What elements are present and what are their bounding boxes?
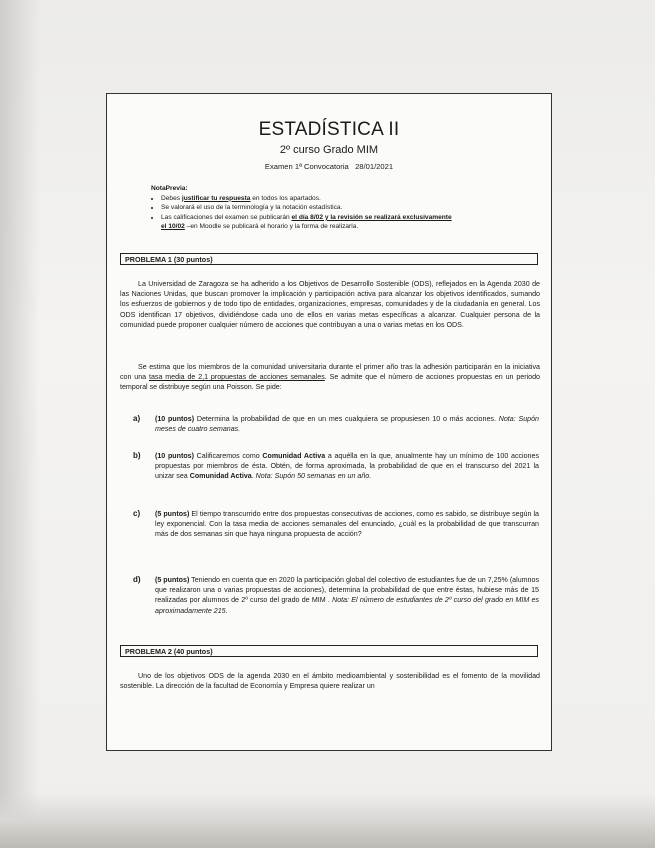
question-letter: a) [133, 414, 141, 423]
exam-document [106, 93, 552, 751]
question-letter: b) [133, 451, 141, 460]
note-text: –en Moodle se publicará el horario y la forma de realizarla. [184, 223, 359, 231]
note-text: Debes [161, 194, 182, 202]
question-text: a aquélla en la que, anualmente hay un mínimo de 100 acciones propuestas por miembros de ésta. Obtén, de forma aproximada, la probabilidad de que en el transcurso del 2021 la unizar sea [155, 452, 539, 481]
nota-previa-heading: NotaPrevia: [151, 185, 188, 192]
note-emphasis: el 10/02 [161, 223, 185, 231]
question-keyword: Comunidad Activa [262, 452, 326, 460]
question-d [133, 575, 539, 616]
statement-text: . Se admite que el número de acciones propuestas en un periodo temporal se distribuye según una Poisson. Se pide: [120, 373, 540, 392]
problem-1-intro: La Universidad de Zaragoza se ha adherido a los Objetivos de Desarrollo Sostenible (ODS), reflejados en la Agenda 2030 de las Naciones Unidas, que buscan promover la implicación y participación activa para alcanzar los objetivos identificados, sumando los esfuerzos de gobiernos y de todo tipo de entidades, organizaciones, empresas, comunidades y de la ciudadanía en general. Los ODS identifican 17 objetivos, dividiéndose cada uno de ellos en varias metas específicas a alcanzar. Cualquier persona de la comunidad puede proponer cualquier número de acciones que contribuyan a una o varias metas en los ODS. [120, 280, 540, 329]
problem-1-heading: PROBLEMA 1 (30 puntos) [120, 253, 538, 265]
exam-date-line: Examen 1ª Convocatoria 28/01/2021 [264, 162, 394, 171]
problem-1-statement [120, 362, 540, 393]
problem-2-intro: Uno de los objetivos ODS de la agenda 2030 en el ámbito medioambiental y sostenibilidad es el fomento de la movilidad sostenible. La dirección de la facultad de Economía y Empresa quiere realizar un [120, 672, 540, 691]
question-letter: d) [133, 575, 141, 584]
question-note: Nota: Supón meses de cuatro semanas. [155, 415, 539, 434]
question-text: Determina la probabilidad de que en un mes cualquiera se propusiesen 10 o más acciones. [194, 415, 499, 423]
list-item: • Se valorará el uso de la terminología y la notación estadística. [161, 203, 541, 213]
question-points: (10 puntos) [155, 415, 195, 423]
nota-previa-list [151, 194, 541, 232]
question-note: Nota: El número de estudiantes de 2º curso del grado en MIM es aproximadamente 215. [155, 596, 539, 615]
question-points: (10 puntos) [155, 452, 194, 460]
page-bottom-shadow [0, 793, 655, 848]
statement-text: Se estima que los miembros de la comunidad universitaria durante el primer año tras la adhesión participarán en la iniciativa con una [120, 363, 540, 382]
note-text: Las calificaciones del examen se publicarán [161, 213, 292, 221]
page-edge-shadow [0, 0, 40, 848]
note-text: en todos los apartados. [250, 194, 321, 202]
question-text: Teniendo en cuenta que en 2020 la participación global del colectivo de estudiantes fue de un 7,25% (alumnos que realizaron una o varias propuestas de acciones), determina la probabilidad de que entre éstas, hubiese más de 15 realizadas por alumnos de 2º curso del grado de MIM . [155, 576, 539, 605]
question-text: . [251, 472, 256, 481]
question-text: Calificaremos como [193, 452, 263, 460]
note-emphasis: justificar tu respuesta [181, 194, 251, 202]
question-points: (5 puntos) [155, 510, 190, 518]
list-item [161, 194, 541, 204]
problem-2-heading: PROBLEMA 2 (40 puntos) [120, 645, 538, 657]
question-note: Nota: Supón 50 semanas en un año. [255, 472, 372, 481]
question-b [133, 451, 539, 482]
question-a [133, 414, 539, 434]
question-letter: c) [133, 509, 141, 518]
nota-previa [151, 184, 541, 232]
page-title: ESTADÍSTICA II [258, 119, 400, 140]
question-text: El tiempo transcurrido entre dos propuestas consecutivas de acciones, como es sabido, se distribuye según la ley exponencial. Con la tasa media de acciones semanales del enunciado, ¿cuál es la probabilidad de que transcurran más de dos semanas sin que haya ninguna propuesta de acción? [155, 510, 540, 539]
course-subtitle: 2º curso Grado MIM [279, 144, 379, 156]
note-emphasis: el día 8/02 y la revisión se realizará exclusivamente [291, 213, 452, 221]
statement-underlined: tasa media de 2,1 propuestas de acciones semanales [149, 373, 325, 382]
question-points: (5 puntos) [155, 576, 190, 584]
question-keyword: Comunidad Activa [189, 472, 252, 481]
list-item [161, 213, 541, 232]
question-c [133, 509, 539, 540]
